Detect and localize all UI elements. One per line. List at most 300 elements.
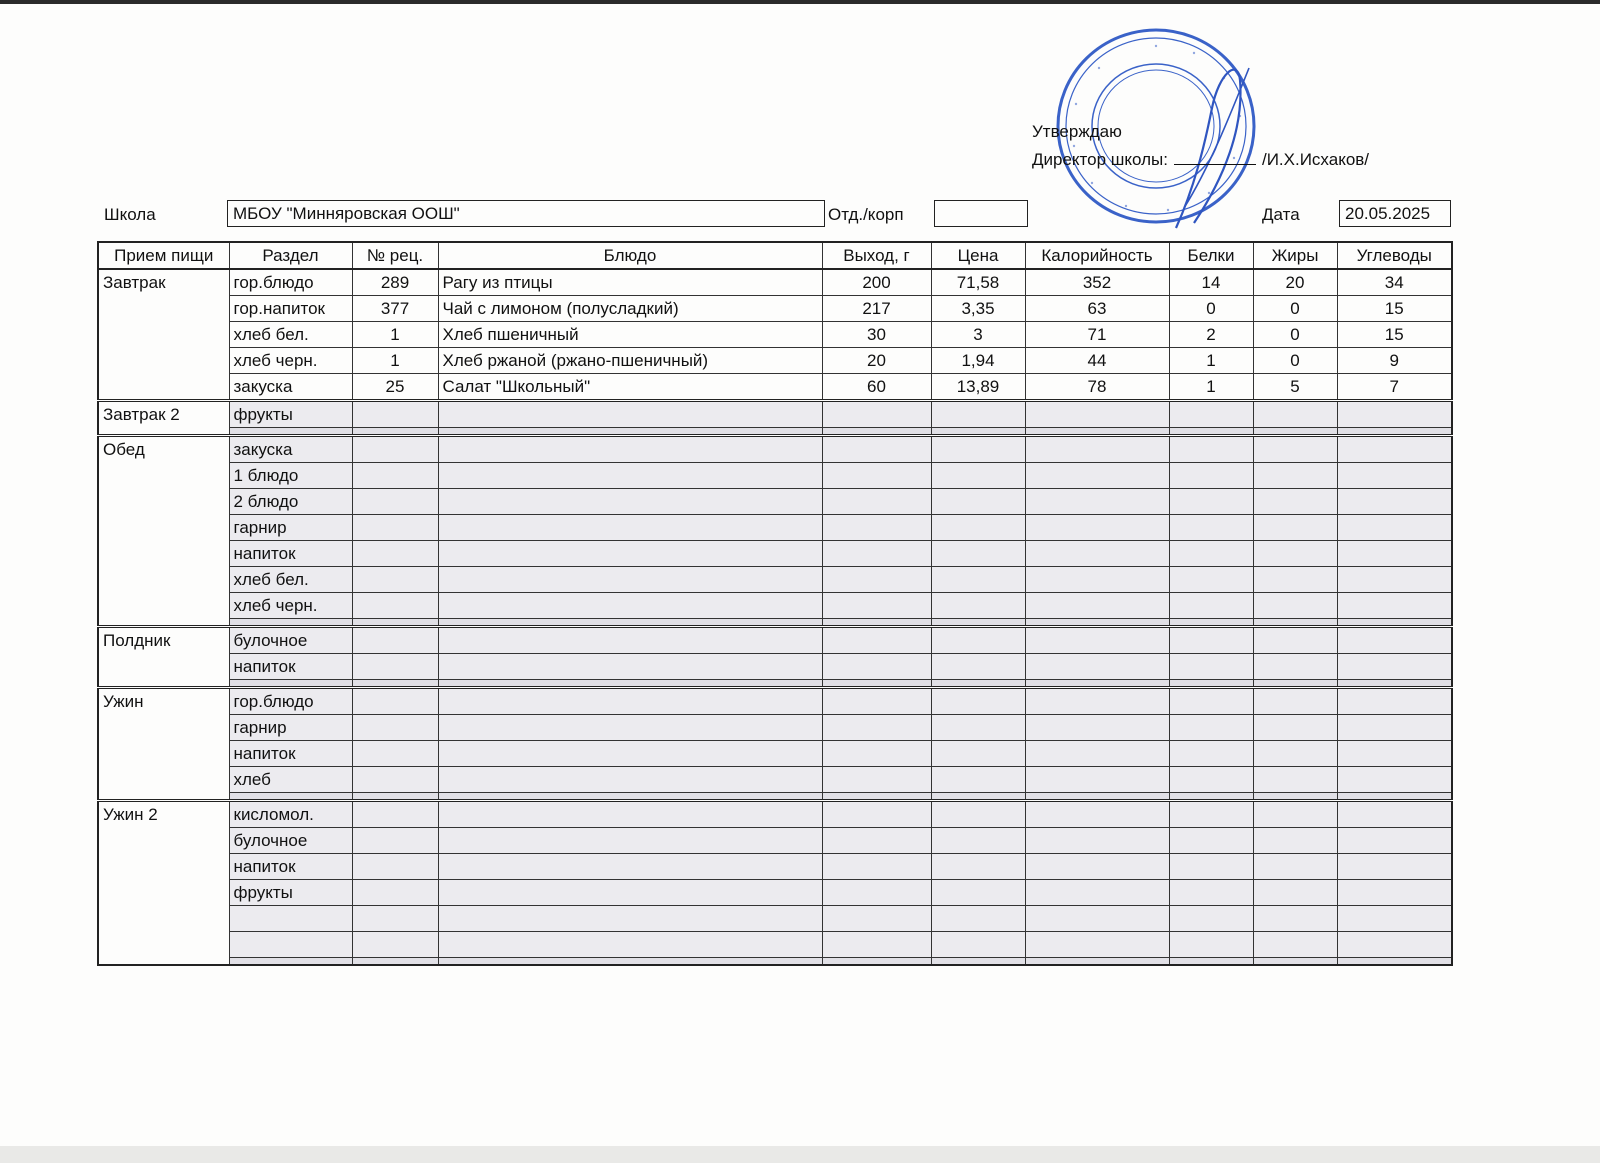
empty-cell [438,401,822,428]
table-row [98,828,1452,854]
empty-cell [822,715,931,741]
empty-cell [352,854,438,880]
spacer-cell [352,428,438,436]
spacer-cell [931,680,1025,688]
meal-dinner: Ужин [98,688,229,801]
empty-cell [1253,906,1337,932]
dish-cell: Хлеб ржаной (ржано-пшеничный) [438,348,822,374]
empty-cell [1337,854,1452,880]
spacer-cell [438,680,822,688]
empty-cell [931,627,1025,654]
section-cell: хлеб бел. [229,322,352,348]
table-row [98,880,1452,906]
empty-cell [1337,436,1452,463]
fat-cell: 20 [1253,269,1337,296]
empty-cell [1025,854,1169,880]
empty-cell [931,880,1025,906]
table-row [98,801,1452,828]
table-row [98,348,1452,374]
section-cell: фрукты [229,880,352,906]
empty-cell [1169,880,1253,906]
spacer-cell [1169,958,1253,966]
empty-cell [438,880,822,906]
meal-breakfast2: Завтрак 2 [98,401,229,436]
recipe-cell: 289 [352,269,438,296]
group-spacer-row [98,793,1452,801]
table-row [98,654,1452,680]
yield-cell: 20 [822,348,931,374]
empty-cell [1169,741,1253,767]
meal-breakfast: Завтрак [98,269,229,401]
table-row [98,401,1452,428]
table-row [98,688,1452,715]
empty-cell [1253,567,1337,593]
section-cell: булочное [229,627,352,654]
empty-cell [822,801,931,828]
empty-cell [1253,715,1337,741]
empty-cell [352,801,438,828]
carbs-cell: 34 [1337,269,1452,296]
table-row [98,715,1452,741]
table-row [98,436,1452,463]
protein-cell: 0 [1169,296,1253,322]
col-header-dish: Блюдо [438,242,822,269]
empty-cell [1337,767,1452,793]
recipe-cell: 1 [352,348,438,374]
empty-cell [352,515,438,541]
spacer-cell [1337,793,1452,801]
empty-cell [822,627,931,654]
empty-cell [352,767,438,793]
empty-cell [931,593,1025,619]
spacer-cell [931,793,1025,801]
empty-cell [1169,906,1253,932]
carbs-cell: 7 [1337,374,1452,401]
spacer-cell [822,680,931,688]
empty-cell [1253,541,1337,567]
empty-cell [931,801,1025,828]
empty-cell [1169,801,1253,828]
empty-cell [1025,567,1169,593]
empty-cell [438,489,822,515]
empty-cell [931,654,1025,680]
fat-cell: 0 [1253,348,1337,374]
price-cell: 3 [931,322,1025,348]
empty-cell [1169,932,1253,958]
table-row [98,296,1452,322]
spacer-cell [931,619,1025,627]
empty-cell [438,541,822,567]
empty-cell [931,854,1025,880]
group-spacer-row [98,619,1452,627]
empty-cell [1025,401,1169,428]
empty-cell [352,593,438,619]
branch-label: Отд./корп [828,205,904,224]
empty-cell [1337,654,1452,680]
empty-cell [931,688,1025,715]
spacer-cell [1169,680,1253,688]
signature-blank [1174,147,1256,165]
empty-cell [931,436,1025,463]
empty-cell [931,741,1025,767]
section-cell: 1 блюдо [229,463,352,489]
table-row [98,374,1452,401]
empty-cell [1253,854,1337,880]
carbs-cell: 9 [1337,348,1452,374]
calories-cell: 352 [1025,269,1169,296]
spacer-cell [438,619,822,627]
section-cell: хлеб [229,767,352,793]
spacer-cell [822,619,931,627]
empty-cell [822,436,931,463]
empty-cell [1169,515,1253,541]
empty-cell [1253,741,1337,767]
empty-cell [1169,828,1253,854]
empty-cell [931,906,1025,932]
section-cell: гарнир [229,715,352,741]
spacer-cell [1337,619,1452,627]
empty-cell [438,715,822,741]
empty-cell [352,741,438,767]
yield-cell: 30 [822,322,931,348]
empty-cell [352,828,438,854]
col-header-carbs: Углеводы [1337,242,1452,269]
spacer-cell [1025,680,1169,688]
spacer-cell [822,428,931,436]
empty-cell [1253,767,1337,793]
empty-cell [1337,463,1452,489]
spacer-cell [1025,428,1169,436]
empty-cell [438,463,822,489]
empty-cell [822,854,931,880]
yield-cell: 217 [822,296,931,322]
empty-cell [1169,489,1253,515]
calories-cell: 71 [1025,322,1169,348]
empty-cell [352,932,438,958]
empty-cell [1025,688,1169,715]
menu-table [97,241,1453,966]
empty-cell [1025,741,1169,767]
empty-cell [1337,801,1452,828]
empty-cell [1169,854,1253,880]
empty-cell [352,489,438,515]
school-label: Школа [104,205,156,224]
table-row [98,322,1452,348]
spacer-cell [229,680,352,688]
empty-cell [1337,541,1452,567]
empty-cell [1025,489,1169,515]
empty-cell [822,828,931,854]
carbs-cell: 15 [1337,296,1452,322]
empty-cell [1025,906,1169,932]
price-cell: 13,89 [931,374,1025,401]
section-cell [229,932,352,958]
empty-cell [931,767,1025,793]
meal-dinner2: Ужин 2 [98,801,229,966]
recipe-cell: 25 [352,374,438,401]
empty-cell [1025,541,1169,567]
empty-cell [438,741,822,767]
fat-cell: 5 [1253,374,1337,401]
empty-cell [1253,515,1337,541]
empty-cell [438,828,822,854]
spacer-cell [1253,793,1337,801]
empty-cell [931,541,1025,567]
group-spacer-row [98,680,1452,688]
empty-cell [1169,715,1253,741]
empty-cell [1025,515,1169,541]
empty-cell [352,906,438,932]
branch-field[interactable] [934,200,1028,227]
empty-cell [352,654,438,680]
empty-cell [1253,801,1337,828]
spacer-cell [352,680,438,688]
section-cell: булочное [229,828,352,854]
col-header-recipe: № рец. [352,242,438,269]
empty-cell [438,567,822,593]
empty-cell [1025,463,1169,489]
dish-cell: Салат "Школьный" [438,374,822,401]
empty-cell [352,715,438,741]
spacer-cell [1253,680,1337,688]
protein-cell: 1 [1169,374,1253,401]
empty-cell [1253,932,1337,958]
empty-cell [1253,489,1337,515]
empty-cell [1169,567,1253,593]
empty-cell [1025,627,1169,654]
empty-cell [822,767,931,793]
col-header-yield: Выход, г [822,242,931,269]
empty-cell [1025,715,1169,741]
empty-cell [822,654,931,680]
empty-cell [1169,401,1253,428]
meal-lunch: Обед [98,436,229,627]
spacer-cell [438,958,822,966]
col-header-price: Цена [931,242,1025,269]
spacer-cell [1337,680,1452,688]
empty-cell [1253,688,1337,715]
spacer-cell [229,428,352,436]
table-row [98,541,1452,567]
table-row [98,463,1452,489]
empty-cell [352,567,438,593]
scan-bottom-edge [0,1146,1600,1163]
empty-cell [1337,741,1452,767]
price-cell: 3,35 [931,296,1025,322]
date-label: Дата [1262,205,1300,224]
empty-cell [1253,828,1337,854]
section-cell [229,906,352,932]
table-row [98,627,1452,654]
empty-cell [1025,801,1169,828]
spacer-cell [352,958,438,966]
section-cell: напиток [229,654,352,680]
school-field[interactable]: МБОУ "Минняровская ООШ" [227,200,825,227]
empty-cell [438,627,822,654]
empty-cell [352,627,438,654]
approval-block [1032,118,1369,174]
empty-cell [1337,567,1452,593]
empty-cell [822,541,931,567]
group-spacer-row [98,428,1452,436]
col-header-calories: Калорийность [1025,242,1169,269]
table-row [98,767,1452,793]
empty-cell [822,906,931,932]
spacer-cell [438,793,822,801]
empty-cell [822,489,931,515]
empty-cell [438,854,822,880]
empty-cell [438,767,822,793]
empty-cell [822,463,931,489]
approval-title: Утверждаю [1032,122,1122,141]
table-row [98,567,1452,593]
empty-cell [1169,654,1253,680]
page-top-edge [0,0,1600,4]
director-line [1032,146,1369,174]
empty-cell [931,567,1025,593]
spacer-cell [822,793,931,801]
calories-cell: 63 [1025,296,1169,322]
spacer-cell [1025,619,1169,627]
section-cell: гор.блюдо [229,688,352,715]
table-row [98,932,1452,958]
spacer-cell [229,619,352,627]
section-cell: гор.блюдо [229,269,352,296]
spacer-cell [352,619,438,627]
section-cell: гор.напиток [229,296,352,322]
spacer-cell [1253,619,1337,627]
empty-cell [1025,767,1169,793]
empty-cell [1337,932,1452,958]
spacer-cell [1169,619,1253,627]
empty-cell [438,593,822,619]
empty-cell [931,715,1025,741]
table-row [98,741,1452,767]
empty-cell [438,801,822,828]
empty-cell [1337,688,1452,715]
empty-cell [1337,593,1452,619]
dish-cell: Хлеб пшеничный [438,322,822,348]
empty-cell [1337,515,1452,541]
yield-cell: 60 [822,374,931,401]
calories-cell: 44 [1025,348,1169,374]
empty-cell [438,654,822,680]
empty-cell [931,401,1025,428]
date-field[interactable]: 20.05.2025 [1339,200,1451,227]
spacer-cell [822,958,931,966]
empty-cell [1253,627,1337,654]
carbs-cell: 15 [1337,322,1452,348]
empty-cell [1337,880,1452,906]
empty-cell [822,688,931,715]
empty-cell [1253,463,1337,489]
spacer-cell [1337,428,1452,436]
empty-cell [1169,593,1253,619]
empty-cell [1337,401,1452,428]
empty-cell [438,688,822,715]
empty-cell [822,593,931,619]
section-cell: закуска [229,374,352,401]
section-cell: гарнир [229,515,352,541]
protein-cell: 1 [1169,348,1253,374]
section-cell: напиток [229,541,352,567]
protein-cell: 14 [1169,269,1253,296]
empty-cell [1025,654,1169,680]
empty-cell [1169,767,1253,793]
col-header-meal: Прием пищи [98,242,229,269]
empty-cell [352,880,438,906]
col-header-fat: Жиры [1253,242,1337,269]
protein-cell: 2 [1169,322,1253,348]
table-row [98,593,1452,619]
director-name: /И.Х.Исхаков/ [1261,150,1370,169]
empty-cell [822,515,931,541]
empty-cell [822,567,931,593]
spacer-cell [1025,958,1169,966]
empty-cell [438,932,822,958]
empty-cell [822,880,931,906]
empty-cell [822,401,931,428]
section-cell: хлеб черн. [229,348,352,374]
empty-cell [1169,541,1253,567]
spacer-cell [229,958,352,966]
empty-cell [1253,401,1337,428]
empty-cell [1025,932,1169,958]
section-cell: фрукты [229,401,352,428]
section-cell: кисломол. [229,801,352,828]
spacer-cell [1253,958,1337,966]
spacer-cell [352,793,438,801]
table-row [98,906,1452,932]
empty-cell [1169,463,1253,489]
empty-cell [1337,627,1452,654]
yield-cell: 200 [822,269,931,296]
empty-cell [822,741,931,767]
section-cell: хлеб черн. [229,593,352,619]
spacer-cell [1169,793,1253,801]
empty-cell [1337,489,1452,515]
section-cell: 2 блюдо [229,489,352,515]
spacer-cell [1025,793,1169,801]
recipe-cell: 377 [352,296,438,322]
section-cell: напиток [229,854,352,880]
group-spacer-row [98,958,1452,966]
empty-cell [1169,627,1253,654]
empty-cell [438,515,822,541]
table-header-row [98,242,1452,269]
spacer-cell [1169,428,1253,436]
spacer-cell [229,793,352,801]
spacer-cell [438,428,822,436]
empty-cell [352,436,438,463]
empty-meal-groups [98,401,1452,966]
empty-cell [1253,593,1337,619]
dish-cell: Рагу из птицы [438,269,822,296]
calories-cell: 78 [1025,374,1169,401]
fat-cell: 0 [1253,322,1337,348]
col-header-protein: Белки [1169,242,1253,269]
empty-cell [1169,688,1253,715]
empty-cell [931,463,1025,489]
empty-cell [1025,880,1169,906]
empty-cell [1253,654,1337,680]
meal-snack: Полдник [98,627,229,688]
section-cell: напиток [229,741,352,767]
recipe-cell: 1 [352,322,438,348]
empty-cell [1253,436,1337,463]
spacer-cell [931,428,1025,436]
empty-cell [1025,593,1169,619]
